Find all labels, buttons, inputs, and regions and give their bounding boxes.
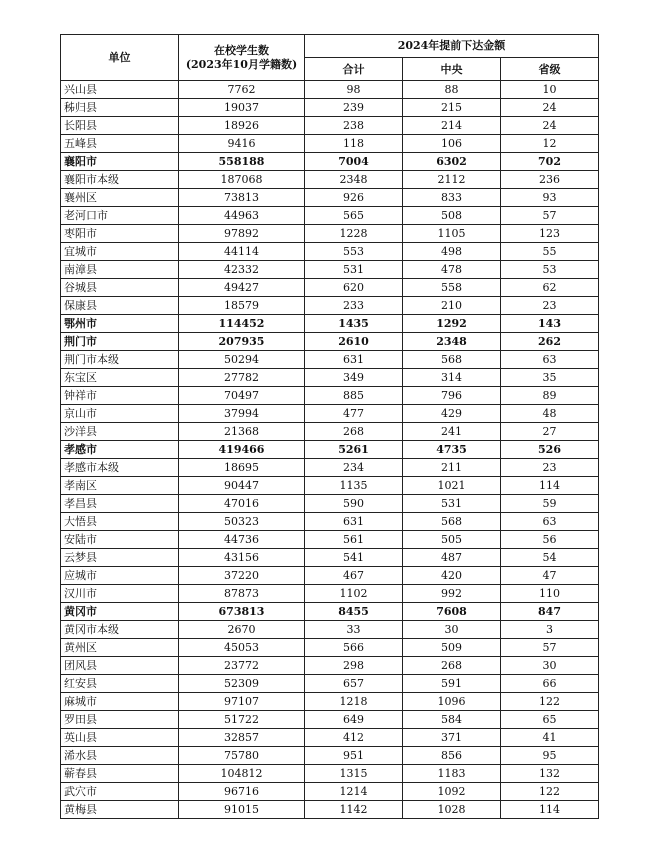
funding-table [60,34,599,819]
students-cell: 70497 [179,387,305,405]
total-cell: 631 [305,351,403,369]
table-row [61,261,599,279]
students-cell: 44736 [179,531,305,549]
provincial-cell: 702 [501,153,599,171]
header-total: 合计 [305,58,403,81]
students-cell: 19037 [179,99,305,117]
students-cell: 37220 [179,567,305,585]
provincial-cell: 12 [501,135,599,153]
total-cell: 7004 [305,153,403,171]
students-cell: 50323 [179,513,305,531]
central-cell: 429 [403,405,501,423]
unit-cell: 黄冈市本级 [61,621,179,639]
total-cell: 620 [305,279,403,297]
provincial-cell: 526 [501,441,599,459]
table-row [61,783,599,801]
students-cell: 32857 [179,729,305,747]
table-row [61,765,599,783]
unit-cell: 黄梅县 [61,801,179,819]
total-cell: 1102 [305,585,403,603]
students-cell: 96716 [179,783,305,801]
total-cell: 951 [305,747,403,765]
students-cell: 97107 [179,693,305,711]
unit-cell: 荆门市 [61,333,179,351]
provincial-cell: 122 [501,693,599,711]
total-cell: 118 [305,135,403,153]
students-cell: 73813 [179,189,305,207]
students-cell: 44963 [179,207,305,225]
table-row [61,729,599,747]
total-cell: 1315 [305,765,403,783]
total-cell: 565 [305,207,403,225]
table-row [61,603,599,621]
table-row [61,747,599,765]
table-row [61,117,599,135]
total-cell: 926 [305,189,403,207]
header-students-line2: (2023年10月学籍数) [185,57,298,71]
unit-cell: 浠水县 [61,747,179,765]
total-cell: 1228 [305,225,403,243]
provincial-cell: 143 [501,315,599,333]
unit-cell: 鄂州市 [61,315,179,333]
unit-cell: 钟祥市 [61,387,179,405]
students-cell: 9416 [179,135,305,153]
provincial-cell: 23 [501,459,599,477]
total-cell: 268 [305,423,403,441]
total-cell: 239 [305,99,403,117]
central-cell: 4735 [403,441,501,459]
unit-cell: 团风县 [61,657,179,675]
students-cell: 49427 [179,279,305,297]
unit-cell: 黄州区 [61,639,179,657]
unit-cell: 枣阳市 [61,225,179,243]
students-cell: 673813 [179,603,305,621]
unit-cell: 英山县 [61,729,179,747]
students-cell: 90447 [179,477,305,495]
table-row [61,693,599,711]
unit-cell: 老河口市 [61,207,179,225]
unit-cell: 孝感市本级 [61,459,179,477]
central-cell: 498 [403,243,501,261]
unit-cell: 京山市 [61,405,179,423]
table-row [61,99,599,117]
unit-cell: 沙洋县 [61,423,179,441]
central-cell: 1105 [403,225,501,243]
central-cell: 1028 [403,801,501,819]
provincial-cell: 59 [501,495,599,513]
provincial-cell: 57 [501,207,599,225]
total-cell: 553 [305,243,403,261]
table-row [61,585,599,603]
provincial-cell: 122 [501,783,599,801]
students-cell: 18579 [179,297,305,315]
central-cell: 584 [403,711,501,729]
provincial-cell: 47 [501,567,599,585]
students-cell: 75780 [179,747,305,765]
students-cell: 52309 [179,675,305,693]
central-cell: 591 [403,675,501,693]
students-cell: 45053 [179,639,305,657]
table-row [61,189,599,207]
central-cell: 268 [403,657,501,675]
provincial-cell: 3 [501,621,599,639]
table-row [61,531,599,549]
total-cell: 1218 [305,693,403,711]
total-cell: 33 [305,621,403,639]
table-row [61,567,599,585]
central-cell: 2112 [403,171,501,189]
table-row [61,477,599,495]
total-cell: 531 [305,261,403,279]
students-cell: 47016 [179,495,305,513]
total-cell: 477 [305,405,403,423]
table-row [61,441,599,459]
students-cell: 187068 [179,171,305,189]
total-cell: 1135 [305,477,403,495]
central-cell: 505 [403,531,501,549]
table-row [61,243,599,261]
central-cell: 478 [403,261,501,279]
table-row [61,207,599,225]
table-body [61,81,599,819]
students-cell: 50294 [179,351,305,369]
table-row [61,171,599,189]
unit-cell: 云梦县 [61,549,179,567]
central-cell: 531 [403,495,501,513]
unit-cell: 大悟县 [61,513,179,531]
total-cell: 2610 [305,333,403,351]
central-cell: 856 [403,747,501,765]
students-cell: 87873 [179,585,305,603]
unit-cell: 孝感市 [61,441,179,459]
total-cell: 234 [305,459,403,477]
total-cell: 885 [305,387,403,405]
provincial-cell: 55 [501,243,599,261]
table-row [61,225,599,243]
central-cell: 568 [403,513,501,531]
total-cell: 349 [305,369,403,387]
students-cell: 91015 [179,801,305,819]
central-cell: 88 [403,81,501,99]
table-row [61,513,599,531]
total-cell: 631 [305,513,403,531]
table-row [61,405,599,423]
unit-cell: 长阳县 [61,117,179,135]
unit-cell: 安陆市 [61,531,179,549]
provincial-cell: 93 [501,189,599,207]
total-cell: 1435 [305,315,403,333]
provincial-cell: 24 [501,117,599,135]
central-cell: 1292 [403,315,501,333]
provincial-cell: 89 [501,387,599,405]
unit-cell: 汉川市 [61,585,179,603]
table-row [61,387,599,405]
unit-cell: 东宝区 [61,369,179,387]
total-cell: 8455 [305,603,403,621]
provincial-cell: 114 [501,477,599,495]
central-cell: 106 [403,135,501,153]
total-cell: 2348 [305,171,403,189]
table-row [61,153,599,171]
table-row [61,549,599,567]
students-cell: 27782 [179,369,305,387]
unit-cell: 黄冈市 [61,603,179,621]
central-cell: 1092 [403,783,501,801]
students-cell: 558188 [179,153,305,171]
provincial-cell: 236 [501,171,599,189]
unit-cell: 保康县 [61,297,179,315]
students-cell: 419466 [179,441,305,459]
provincial-cell: 123 [501,225,599,243]
table-row [61,621,599,639]
unit-cell: 襄阳市本级 [61,171,179,189]
provincial-cell: 23 [501,297,599,315]
provincial-cell: 10 [501,81,599,99]
central-cell: 1183 [403,765,501,783]
unit-cell: 谷城县 [61,279,179,297]
students-cell: 21368 [179,423,305,441]
table-row [61,711,599,729]
provincial-cell: 30 [501,657,599,675]
central-cell: 992 [403,585,501,603]
provincial-cell: 54 [501,549,599,567]
provincial-cell: 62 [501,279,599,297]
central-cell: 833 [403,189,501,207]
total-cell: 1142 [305,801,403,819]
provincial-cell: 132 [501,765,599,783]
total-cell: 657 [305,675,403,693]
total-cell: 412 [305,729,403,747]
provincial-cell: 63 [501,351,599,369]
central-cell: 2348 [403,333,501,351]
students-cell: 104812 [179,765,305,783]
central-cell: 568 [403,351,501,369]
central-cell: 210 [403,297,501,315]
unit-cell: 麻城市 [61,693,179,711]
unit-cell: 秭归县 [61,99,179,117]
header-central: 中央 [403,58,501,81]
header-students-line1: 在校学生数 [214,43,269,57]
table-row [61,351,599,369]
provincial-cell: 65 [501,711,599,729]
unit-cell: 襄州区 [61,189,179,207]
total-cell: 467 [305,567,403,585]
central-cell: 558 [403,279,501,297]
central-cell: 314 [403,369,501,387]
students-cell: 18695 [179,459,305,477]
provincial-cell: 262 [501,333,599,351]
table-row [61,675,599,693]
central-cell: 420 [403,567,501,585]
central-cell: 509 [403,639,501,657]
students-cell: 44114 [179,243,305,261]
provincial-cell: 24 [501,99,599,117]
students-cell: 7762 [179,81,305,99]
central-cell: 7608 [403,603,501,621]
header-provincial: 省级 [501,58,599,81]
central-cell: 30 [403,621,501,639]
table-row [61,495,599,513]
table-row [61,333,599,351]
unit-cell: 孝南区 [61,477,179,495]
central-cell: 371 [403,729,501,747]
total-cell: 5261 [305,441,403,459]
unit-cell: 蕲春县 [61,765,179,783]
students-cell: 42332 [179,261,305,279]
total-cell: 233 [305,297,403,315]
provincial-cell: 110 [501,585,599,603]
students-cell: 207935 [179,333,305,351]
unit-cell: 孝昌县 [61,495,179,513]
central-cell: 1096 [403,693,501,711]
provincial-cell: 48 [501,405,599,423]
students-cell: 2670 [179,621,305,639]
unit-cell: 荆门市本级 [61,351,179,369]
table-row [61,279,599,297]
header-students [179,35,305,81]
central-cell: 214 [403,117,501,135]
students-cell: 43156 [179,549,305,567]
total-cell: 541 [305,549,403,567]
provincial-cell: 35 [501,369,599,387]
table-row [61,639,599,657]
central-cell: 796 [403,387,501,405]
unit-cell: 红安县 [61,675,179,693]
table-row [61,297,599,315]
unit-cell: 兴山县 [61,81,179,99]
students-cell: 97892 [179,225,305,243]
table-row [61,81,599,99]
provincial-cell: 53 [501,261,599,279]
provincial-cell: 114 [501,801,599,819]
central-cell: 508 [403,207,501,225]
provincial-cell: 66 [501,675,599,693]
students-cell: 18926 [179,117,305,135]
table-row [61,423,599,441]
students-cell: 51722 [179,711,305,729]
unit-cell: 五峰县 [61,135,179,153]
table-row [61,315,599,333]
provincial-cell: 95 [501,747,599,765]
total-cell: 566 [305,639,403,657]
total-cell: 561 [305,531,403,549]
table-row [61,135,599,153]
central-cell: 487 [403,549,501,567]
central-cell: 215 [403,99,501,117]
central-cell: 211 [403,459,501,477]
table-header-row [61,35,599,58]
unit-cell: 襄阳市 [61,153,179,171]
total-cell: 1214 [305,783,403,801]
provincial-cell: 56 [501,531,599,549]
unit-cell: 南漳县 [61,261,179,279]
total-cell: 590 [305,495,403,513]
header-unit: 单位 [61,35,179,81]
students-cell: 23772 [179,657,305,675]
table-row [61,369,599,387]
table-row [61,459,599,477]
provincial-cell: 41 [501,729,599,747]
total-cell: 649 [305,711,403,729]
unit-cell: 武穴市 [61,783,179,801]
total-cell: 238 [305,117,403,135]
students-cell: 114452 [179,315,305,333]
students-cell: 37994 [179,405,305,423]
provincial-cell: 57 [501,639,599,657]
central-cell: 1021 [403,477,501,495]
central-cell: 241 [403,423,501,441]
unit-cell: 罗田县 [61,711,179,729]
central-cell: 6302 [403,153,501,171]
unit-cell: 宜城市 [61,243,179,261]
total-cell: 98 [305,81,403,99]
header-amount-group: 2024年提前下达金额 [305,35,599,58]
total-cell: 298 [305,657,403,675]
provincial-cell: 27 [501,423,599,441]
table-row [61,801,599,819]
document-page [60,34,598,819]
unit-cell: 应城市 [61,567,179,585]
provincial-cell: 847 [501,603,599,621]
provincial-cell: 63 [501,513,599,531]
table-row [61,657,599,675]
